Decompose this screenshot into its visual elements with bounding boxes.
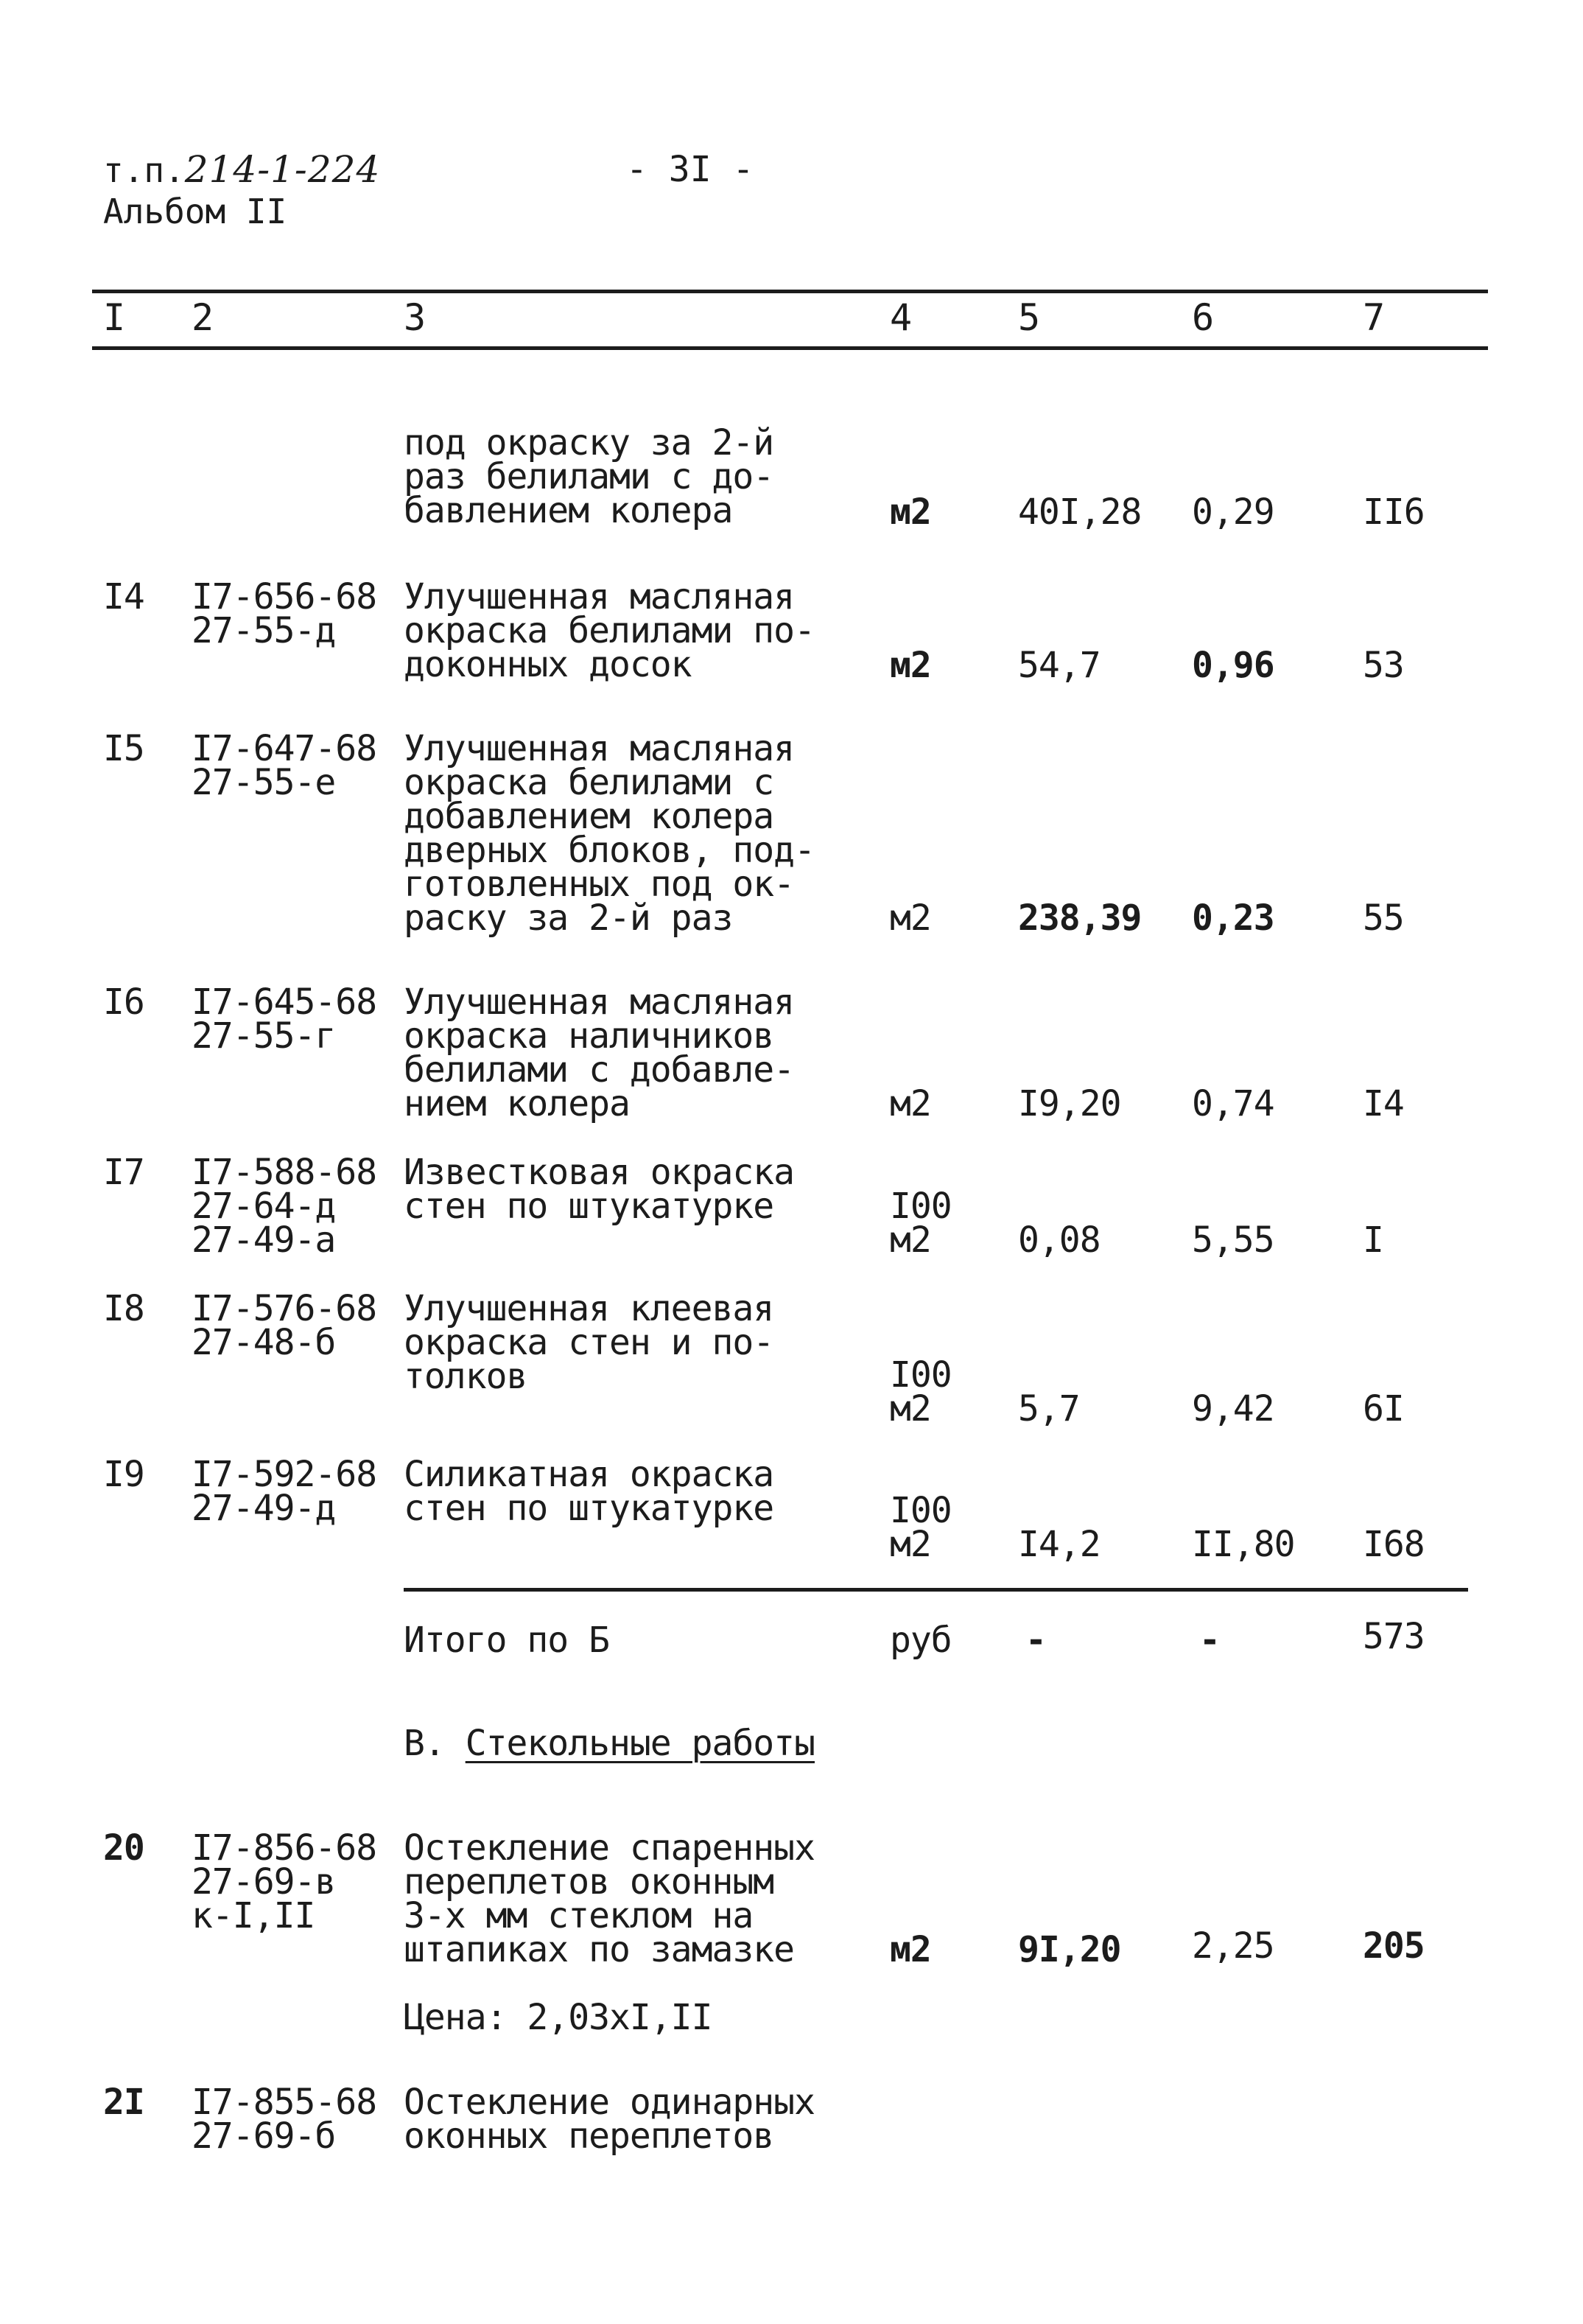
row-total: I4 [1363, 1083, 1404, 1124]
column-header-2: 2 [192, 296, 214, 339]
row-description: Улучшенная масляная окраска наличников белилами с добавле- нием колера [404, 981, 795, 1124]
row-number: 2I [103, 2082, 144, 2123]
row-number: I6 [103, 981, 144, 1023]
row-total: 53 [1363, 645, 1404, 686]
row-unit: м2 [890, 1929, 931, 1970]
row-description: Улучшенная клеевая окраска стен и по- толков [404, 1288, 774, 1397]
row-description: Улучшенная масляная окраска белилами по- доконных досок [404, 576, 815, 685]
column-header-6: 6 [1192, 296, 1215, 339]
album-label: Альбом II [103, 192, 287, 231]
row-unit: м2 [890, 897, 931, 939]
row-price: 5,55 [1192, 1219, 1274, 1261]
row-total: I68 [1363, 1524, 1425, 1565]
row-unit: м2 [890, 491, 931, 533]
section-letter: В. [404, 1723, 445, 1764]
row-price: 2,25 [1192, 1925, 1274, 1967]
subtotal-unit: руб [890, 1620, 952, 1661]
row-description: Улучшенная масляная окраска белилами с добавлением колера дверных блоков, под- готовленных под ок- раску за 2-й раз [404, 728, 815, 939]
section-heading [404, 1723, 815, 1764]
row-price-note: Цена: 2,03хI,II [404, 1997, 712, 2038]
row-total: I [1363, 1219, 1383, 1261]
row-description: под окраску за 2-й раз белилами с до- бавлением колера [404, 422, 774, 531]
row-quantity: I9,20 [1018, 1083, 1121, 1124]
row-quantity: 0,08 [1018, 1219, 1101, 1261]
table-top-rule [92, 290, 1488, 293]
row-code: I7-855-68 27-69-б [192, 2082, 377, 2157]
row-code: I7-856-68 27-69-в к-I,II [192, 1827, 377, 1936]
subtotal-quantity: - [1025, 1620, 1046, 1661]
row-quantity: 40I,28 [1018, 491, 1142, 533]
column-header-3: 3 [404, 296, 427, 339]
row-unit: м2 [890, 645, 931, 686]
row-number: I5 [103, 728, 144, 769]
row-code: I7-656-68 27-55-д [192, 576, 377, 651]
row-price: 0,23 [1192, 897, 1274, 939]
row-code: I7-592-68 27-49-д [192, 1454, 377, 1529]
row-total: 55 [1363, 897, 1404, 939]
row-unit: м2 [890, 1083, 931, 1124]
row-number: 20 [103, 1827, 144, 1869]
row-code: I7-576-68 27-48-б [192, 1288, 377, 1363]
subtotal-label: Итого по Б [404, 1620, 609, 1661]
row-quantity: 9I,20 [1018, 1929, 1121, 1970]
page-number: - 3I - [626, 149, 754, 190]
row-total: 6I [1363, 1388, 1404, 1429]
column-header-1: I [103, 296, 126, 339]
row-number: I9 [103, 1454, 144, 1495]
subtotal-price: - [1199, 1620, 1220, 1661]
row-unit: I00 м2 [890, 1490, 952, 1565]
column-header-4: 4 [890, 296, 913, 339]
row-description: Известковая окраска стен по штукатурке [404, 1152, 795, 1227]
handwritten-project-number: 214-1-224 [184, 148, 381, 191]
row-number: I7 [103, 1152, 144, 1193]
row-price: 0,29 [1192, 491, 1274, 533]
project-code: т.п.214-1-224 [103, 148, 381, 191]
row-price: 9,42 [1192, 1388, 1274, 1429]
row-total: 205 [1363, 1925, 1425, 1967]
row-price: 0,96 [1192, 645, 1274, 686]
row-unit: I00 м2 [890, 1186, 952, 1261]
row-quantity: 54,7 [1018, 645, 1101, 686]
row-number: I4 [103, 576, 144, 617]
row-code: I7-645-68 27-55-г [192, 981, 377, 1057]
row-description: Остекление спаренных переплетов оконным 3-х мм стеклом на штапиках по замазке [404, 1827, 815, 1970]
row-quantity: 238,39 [1018, 897, 1142, 939]
section-title: Стекольные работы [465, 1723, 815, 1764]
table-header-rule [92, 346, 1488, 350]
subtotal-total: 573 [1363, 1616, 1425, 1657]
row-number: I8 [103, 1288, 144, 1329]
column-header-5: 5 [1018, 296, 1041, 339]
row-description: Остекление одинарных оконных переплетов [404, 2082, 815, 2157]
row-quantity: I4,2 [1018, 1524, 1101, 1565]
row-code: I7-588-68 27-64-д 27-49-а [192, 1152, 377, 1261]
row-total: II6 [1363, 491, 1425, 533]
row-price: 0,74 [1192, 1083, 1274, 1124]
row-description: Силикатная окраска стен по штукатурке [404, 1454, 774, 1529]
row-price: II,80 [1192, 1524, 1295, 1565]
row-quantity: 5,7 [1018, 1388, 1080, 1429]
column-header-7: 7 [1363, 296, 1386, 339]
row-unit: I00 м2 [890, 1354, 952, 1429]
row-code: I7-647-68 27-55-е [192, 728, 377, 803]
subtotal-rule [404, 1588, 1468, 1592]
